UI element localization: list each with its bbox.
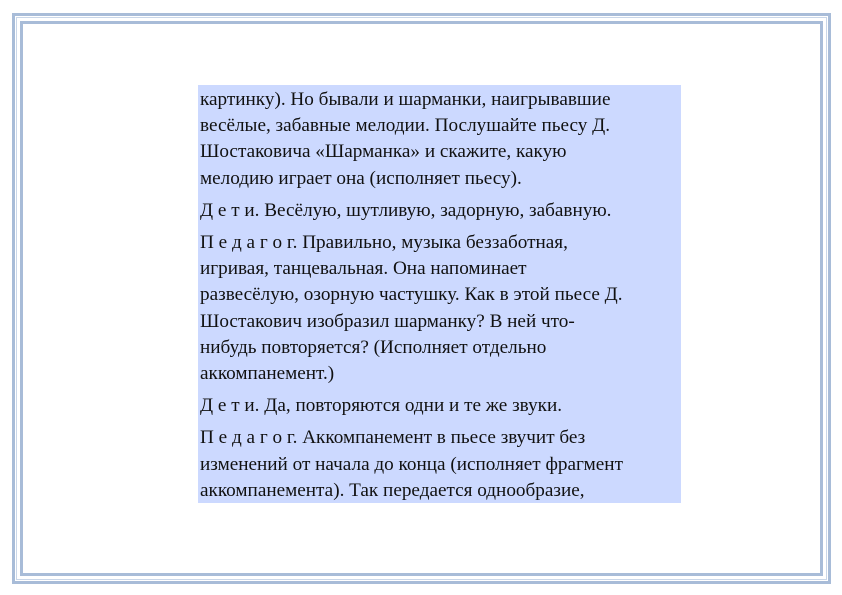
text-line: аккомпанемента). Так передается однообразие, [200,479,585,501]
text-line: Д е т и. Весёлую, шутливую, задорную, забавную. [200,199,612,221]
paragraph-4 [200,393,681,419]
text-line: изменений от начала до конца (исполняет фрагмент [200,453,623,475]
text-line: Шостаковича «Шарманка» и скажите, какую [200,141,567,163]
text-line: Шостакович изобразил шарманку? В ней что- [200,310,575,332]
text-line: П е д а г о г. Аккомпанемент в пьесе звучит без [200,427,586,449]
paragraph-1 [200,87,681,192]
text-line: П е д а г о г. Правильно, музыка беззаботная, [200,232,568,254]
text-line: Д е т и. Да, повторяются одни и те же звуки. [200,395,563,417]
text-line: аккомпанемент.) [200,363,335,385]
paragraph-5 [200,425,681,504]
text-line: игривая, танцевальная. Она напоминает [200,258,527,280]
paragraph-3 [200,230,681,387]
text-line: мелодию играет она (исполняет пьесу). [200,167,522,189]
text-line: картинку). Но бывали и шарманки, наигрывавшие [200,89,611,110]
text-line: весёлые, забавные мелодии. Послушайте пьесу Д. [200,115,611,137]
text-line: нибудь повторяется? (Исполняет отдельно [200,336,547,358]
text-block [198,85,681,503]
text-line: развесёлую, озорную частушку. Как в этой пьесе Д. [200,284,623,306]
paragraph-2 [200,198,681,224]
